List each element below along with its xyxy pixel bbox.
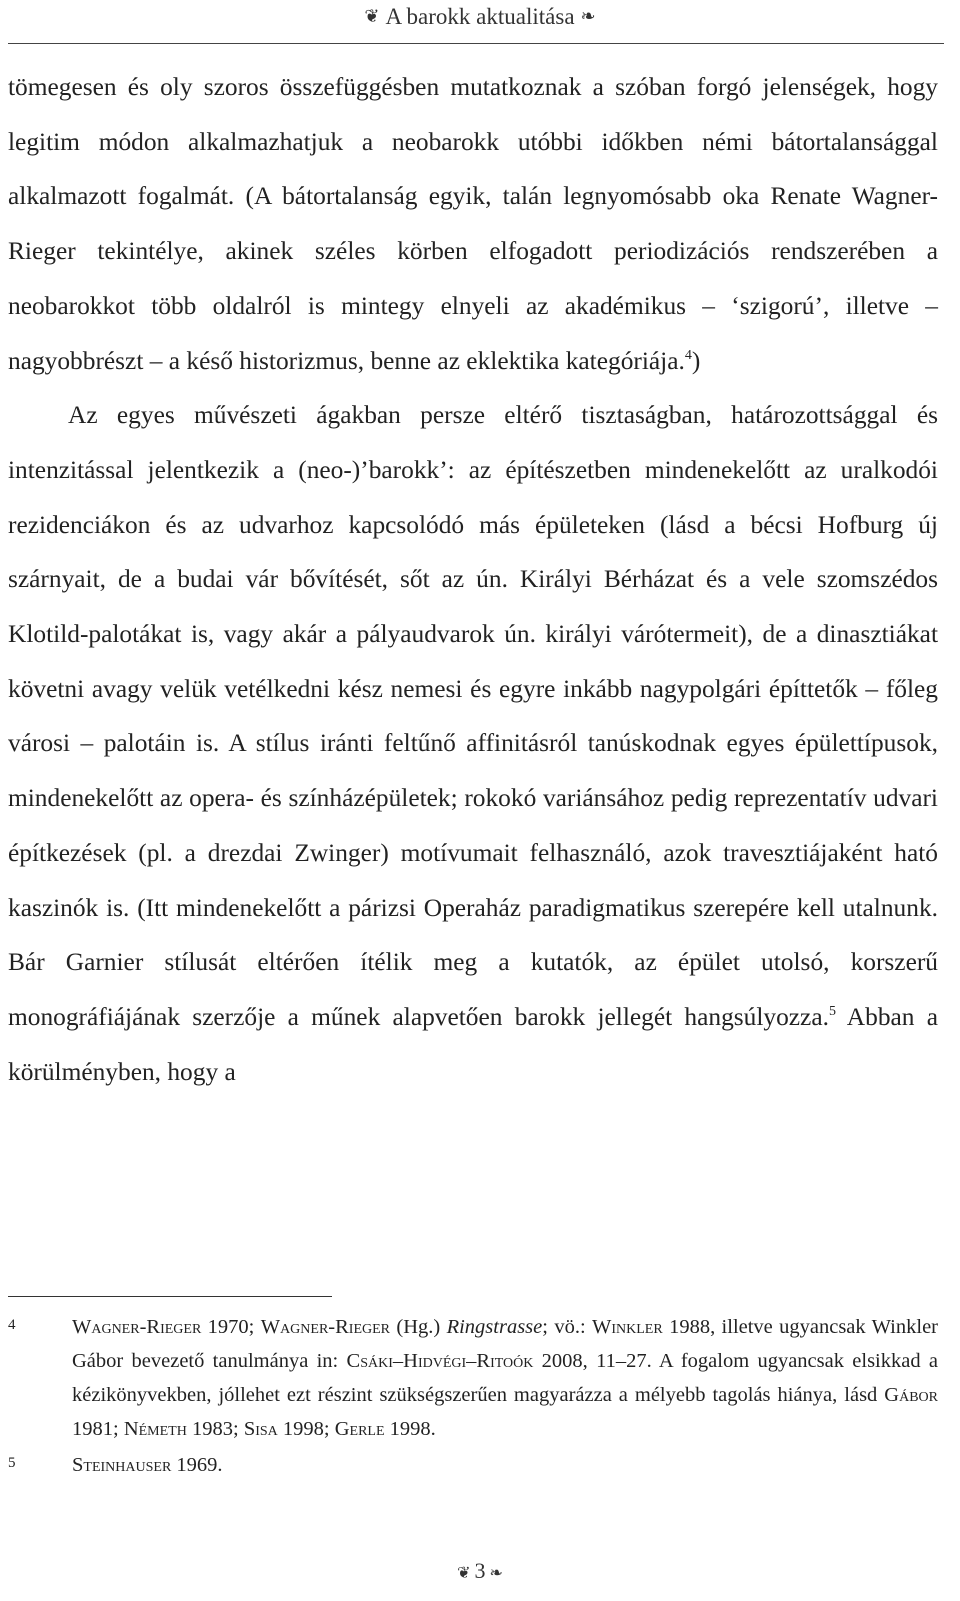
ornament-right-icon: ❧ — [580, 6, 596, 27]
footnote-number: 4 — [8, 1317, 16, 1333]
header-rule — [8, 43, 944, 44]
page-number: ❦ 3 ❧ — [457, 1558, 503, 1583]
header-title: A barokk aktualitása — [385, 4, 575, 29]
footnote-separator — [8, 1296, 332, 1297]
footnote-ref-5[interactable]: 5 — [828, 1003, 836, 1019]
main-text — [8, 60, 938, 1099]
footnote-number: 5 — [8, 1455, 16, 1471]
paragraph-2: Az egyes művészeti ágakban persze eltérő tisztaságban, határozottsággal és intenzitással jelentkezik a (neo-)’barokk’: az építészetben mindenekelőtt az uralkodói rezidenciákon és az udvarhoz kapcsolódó más épületeken (lásd a bécsi Hofburg új szárnyait, de a budai vár bővítését, sőt az ún. Királyi Bérházat és a vele szomszédos Klotild-palotákat is, vagy akár a pályaudvarok ún. királyi várótermeit), de a dinasztiákat követni avagy velük vetélkedni kész nemesi és egyre inkább nagypolgári építtetők – főleg városi – palotáin is. A stílus iránti feltűnő affinitásról tanúskodnak egyes épülettípusok, mindenekelőtt az opera- és színházépületek; rokokó variánsához pedig reprezentatív udvari építkezések (pl. a drezdai Zwinger) motívumait felhasználó, azok travesztiájaként ható kaszinók is. (Itt mindenekelőtt a párizsi Operaház paradigmatikus szerepére kell utalnunk. Bár Garnier stílusát eltérően ítélik meg a kutatók, az épület utolsó, korszerű monográfiájának szerzője a műnek alapvetően barokk jellegét hangsúlyozza.$^5$ Abban a körülményben, hogy a — [8, 401, 938, 1086]
running-header — [0, 0, 960, 32]
ornament-left-icon: ❦ — [364, 6, 380, 27]
footnote-ref-4[interactable]: 4 — [684, 347, 692, 363]
ornament-left-icon: ❦ — [457, 1563, 471, 1582]
footnote-text: Wagner-Rieger 1970; Wagner-Rieger (Hg.) Ringstrasse; vö.: Winkler 1988, illetve ugyancsak Winkler Gábor bevezető tanulmánya in: Csáki–Hidvégi–Ritoók 2008, 11–27. A fogalom ugyancsak elsikkad a kézikönyvekben, jóllehet ezt részint szükségszerűen magyarázza a mélyebb tagolás hiánya, lásd Gábor 1981; Németh 1983; Sisa 1998; Gerle 1998. — [72, 1316, 938, 1440]
footnotes — [8, 1310, 938, 1482]
footnote-4 — [8, 1310, 938, 1446]
paragraph-1: tömegesen és oly szoros összefüggésben mutatkoznak a szóban forgó jelenségek, hogy legitim módon alkalmazhatjuk a neobarokk utóbbi időkben némi bátortalansággal alkalmazott fogalmát. (A bátortalanság egyik, talán legnyomósabb oka Renate Wagner-Rieger tekintélye, akinek széles körben elfogadott periodizációs rendszerében a neobarokkot több oldalról is mintegy elnyeli az akadémikus – ‘szigorú’, illetve – nagyobbrészt – a késő historizmus, benne az eklektika kategóriája.$^4$) — [8, 73, 938, 375]
ornament-right-icon: ❧ — [489, 1563, 503, 1582]
footnote-text: Steinhauser 1969. — [72, 1454, 223, 1476]
footnote-5 — [8, 1448, 938, 1482]
